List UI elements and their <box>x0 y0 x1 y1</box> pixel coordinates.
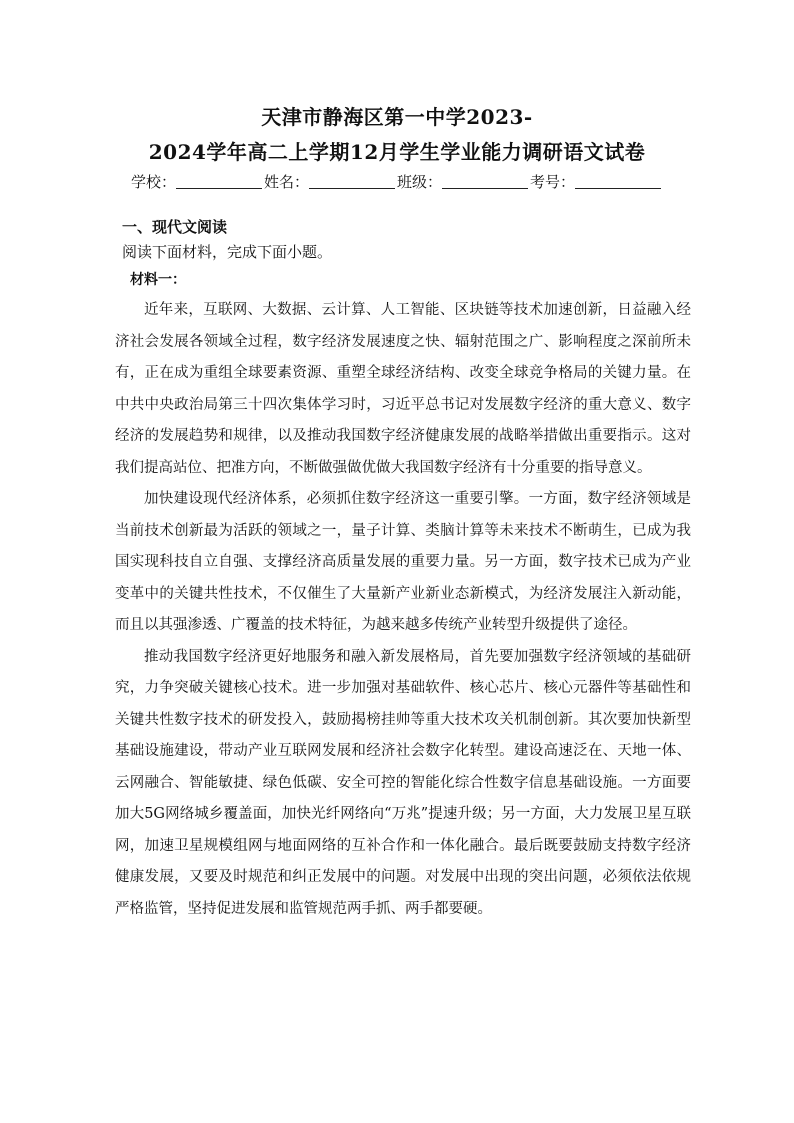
school-field <box>131 171 264 192</box>
class-blank[interactable] <box>442 174 528 189</box>
paragraph: 推动我国数字经济更好地服务和融入新发展格局，首先要加强数字经济领域的基础研究，力争突破关键核心技术。进一步加强对基础软件、核心芯片、核心元器件等基础性和关键共性数字技术的研发投入，鼓励揭榜挂帅等重大技术攻关机制创新。其次要加快新型基础设施建设，带动产业互联网发展和经济社会数字化转型。建设高速泛在、天地一体、云网融合、智能敏捷、绿色低碳、安全可控的智能化综合性数字信息基础设施。一方面要加大5G网络城乡覆盖面，加快光纤网络向“万兆”提速升级；另一方面，大力发展卫星互联网，加速卫星规模组网与地面网络的互补合作和一体化融合。最后既要鼓励支持数字经济健康发展，又要及时规范和纠正发展中的问题。对发展中出现的突出问题，必须依法依规严格监管，坚持促进发展和监管规范两手抓、两手都要硬。 <box>115 648 691 917</box>
class-field <box>397 171 530 192</box>
exam-number-field <box>530 171 663 192</box>
class-label: 班级： <box>397 173 443 191</box>
section-instruction: 阅读下面材料，完成下面小题。 <box>122 243 333 261</box>
name-field <box>264 171 397 192</box>
exam-number-blank[interactable] <box>575 174 661 189</box>
paragraph: 加快建设现代经济体系，必须抓住数字经济这一重要引擎。一方面，数字经济领域是当前技术创新最为活跃的领域之一，量子计算、类脑计算等未来技术不断萌生，已成为我国实现科技自立自强、支撑经济高质量发展的重要力量。另一方面，数字技术已成为产业变革中的关键共性技术，不仅催生了大量新产业新业态新模式，为经济发展注入新动能，而且以其强渗透、广覆盖的技术特征，为越来越多传统产业转型升级提供了途径。 <box>115 491 691 633</box>
section-heading: 一、现代文阅读 <box>122 218 228 236</box>
exam-title-line-1: 天津市静海区第一中学2023- <box>261 105 533 129</box>
exam-title-line-2: 2024学年高二上学期12月学生学业能力调研语文试卷 <box>148 140 646 164</box>
material-label: 材料一： <box>130 272 186 288</box>
name-blank[interactable] <box>309 174 395 189</box>
material-body <box>115 295 691 925</box>
school-label: 学校： <box>130 173 176 191</box>
paragraph: 近年来，互联网、大数据、云计算、人工智能、区块链等技术加速创新，日益融入经济社会发展各领域全过程，数字经济发展速度之快、辐射范围之广、影响程度之深前所未有，正在成为重组全球要素资源、重塑全球经济结构、改变全球竞争格局的关键力量。在中共中央政治局第三十四次集体学习时，习近平总书记对发展数字经济的重大意义、数字经济的发展趋势和规律，以及推动我国数字经济健康发展的战略举措做出重要指示。这对我们提高站位、把准方向，不断做强做优做大我国数字经济有十分重要的指导意义。 <box>115 302 691 476</box>
name-label: 姓名： <box>263 173 309 191</box>
student-info-row <box>0 171 794 192</box>
exam-number-label: 考号： <box>530 173 576 191</box>
school-blank[interactable] <box>176 174 262 189</box>
